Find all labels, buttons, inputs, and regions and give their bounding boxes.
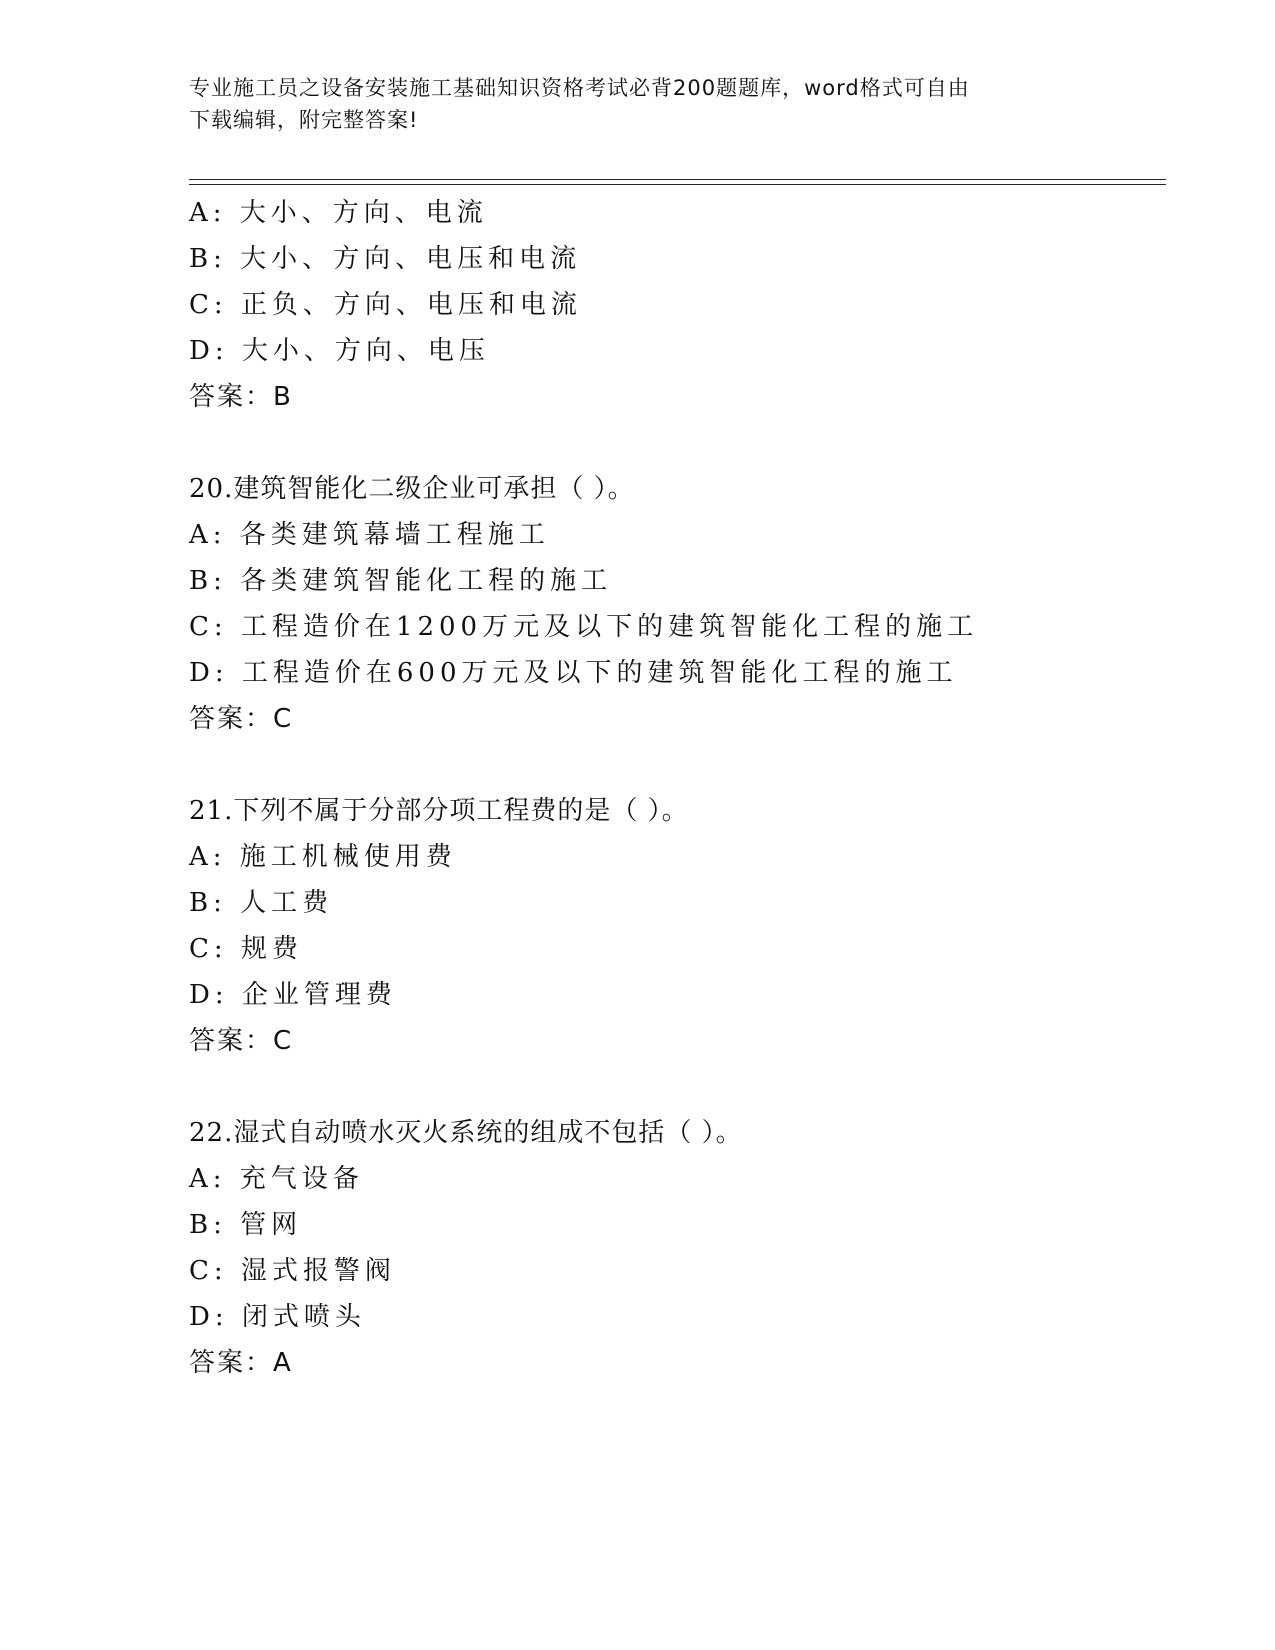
option-c: C: 规费 <box>189 934 303 964</box>
option-a: A: 充气设备 <box>189 1164 364 1194</box>
option-a: A: 各类建筑幕墙工程施工 <box>189 520 550 550</box>
answer: 答案：B <box>189 382 293 412</box>
header-rule-top <box>189 179 1166 180</box>
option-d: D: 工程造价在600万元及以下的建筑智能化工程的施工 <box>189 658 958 688</box>
option-b: B: 各类建筑智能化工程的施工 <box>189 566 613 596</box>
option-b: B: 管网 <box>189 1210 303 1240</box>
header-line-2: 下载编辑，附完整答案! <box>189 108 419 132</box>
option-a: A: 大小、方向、电流 <box>189 198 488 228</box>
header-rule-bottom <box>189 184 1166 185</box>
answer: 答案：C <box>189 1026 294 1056</box>
option-c: C: 湿式报警阀 <box>189 1256 396 1286</box>
option-c: C: 正负、方向、电压和电流 <box>189 290 582 320</box>
block-spacer <box>189 1064 1169 1110</box>
block-spacer <box>189 420 1169 466</box>
answer: 答案：C <box>189 704 294 734</box>
question-block-19 <box>189 190 1169 420</box>
option-a: A: 施工机械使用费 <box>189 842 457 872</box>
option-d: D: 大小、方向、电压 <box>189 336 490 366</box>
question-list <box>189 190 1169 1386</box>
question-block-21 <box>189 788 1169 1064</box>
option-b: B: 人工费 <box>189 888 334 918</box>
block-spacer <box>189 742 1169 788</box>
option-c: C: 工程造价在1200万元及以下的建筑智能化工程的施工 <box>189 612 979 642</box>
document-header <box>189 72 1069 136</box>
question-block-22 <box>189 1110 1169 1386</box>
question-text: 21.下列不属于分部分项工程费的是（ ）。 <box>189 796 689 826</box>
option-d: D: 闭式喷头 <box>189 1302 366 1332</box>
question-text: 22.湿式自动喷水灭火系统的组成不包括（ ）。 <box>189 1118 743 1148</box>
header-line-1: 专业施工员之设备安装施工基础知识资格考试必背200题题库，word格式可自由 <box>189 76 970 100</box>
option-d: D: 企业管理费 <box>189 980 397 1010</box>
answer: 答案：A <box>189 1348 293 1378</box>
question-text: 20.建筑智能化二级企业可承担（ ）。 <box>189 474 635 504</box>
question-block-20 <box>189 466 1169 742</box>
option-b: B: 大小、方向、电压和电流 <box>189 244 582 274</box>
